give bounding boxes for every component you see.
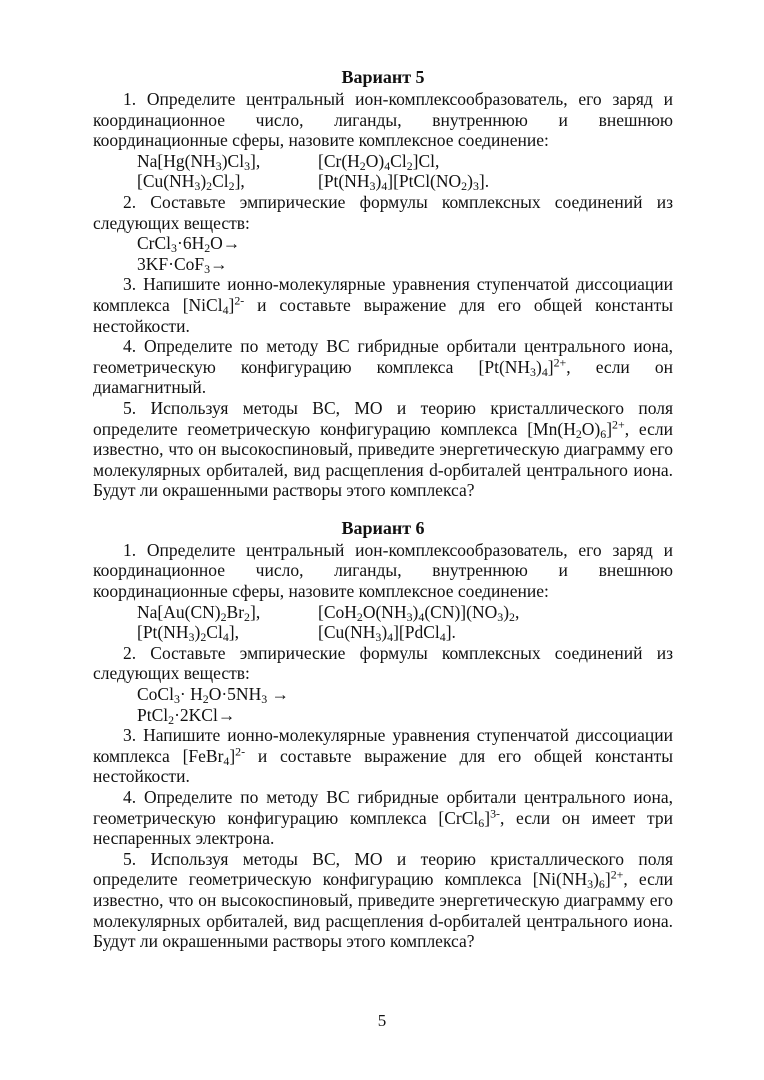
formula-row	[93, 171, 673, 192]
formula: PtCl$_2$·2KCl→	[137, 704, 236, 727]
question-5-text	[93, 398, 673, 501]
formula: CoCl$_3$· $H_2O\cdot 5NH_3$ →	[137, 684, 290, 706]
complex-formula: $[Ni(NH_3)_6]^{2+}$	[532, 867, 624, 892]
question-text: 3. Напишите ионно-молекулярные уравнения ступенчатой диссоциации комплекса	[93, 274, 673, 315]
formula: $[Pt(NH_3)_4][PtCl(NO_2)_3]$.	[318, 171, 490, 194]
question-3-text	[93, 274, 673, 336]
question-text: 4. Определите по методу ВС гибридные орбитали центрального иона, геометрическую конфигурацию комплекса	[93, 336, 673, 377]
question-text: , если известно, что он высокоспиновый, приведите энергетическую диаграмму его молекулярных орбиталей, вид расщепления d-орбиталей центрального иона. Будут ли окрашенными растворы этого комплекса?	[93, 418, 673, 501]
formula-row	[93, 602, 673, 623]
complex-formula: [CrCl$_6$]$^{3-}$	[438, 806, 500, 830]
variant-5	[93, 66, 673, 501]
formula: $[Cu(NH_3)_2Cl_2]$,	[137, 171, 245, 194]
question-1-text: 1. Определите центральный ион-комплексообразователь, его заряд и координационное число, лиганды, внутреннюю и внешнюю координационные сферы, назовите комплексное соединение:	[93, 539, 673, 602]
variant-heading: Вариант 6	[341, 517, 425, 538]
question-4-text	[93, 787, 673, 849]
page-number: 5	[377, 1011, 387, 1030]
complex-formula: [FeBr$_4$]$^{2-}$	[182, 744, 246, 768]
question-4-text	[93, 336, 673, 398]
question-text: 5. Используя методы ВС, МО и теорию кристаллического поля определите геометрическую конфигурацию комплекса	[93, 848, 673, 890]
page-content	[93, 66, 673, 952]
question-text: и составьте выражение для его общей константы нестойкости.	[93, 745, 673, 787]
complex-formula: $[Mn(H_2O)_6]^{2+}$	[527, 416, 625, 441]
formula: $[CoH_2O(NH_3)_4(CN)](NO_3)_2$,	[318, 601, 520, 624]
question-1-text: 1. Определите центральный ион-комплексообразователь, его заряд и координационное число, лиганды, внутреннюю и внешнюю координационные сферы, назовите комплексное соединение:	[93, 89, 673, 151]
complex-formula: $[Pt(NH_3)_4]^{2+}$	[478, 355, 567, 379]
formula: $CrCl_3\cdot 6H_2O\to$	[137, 233, 241, 256]
formula-row	[93, 622, 673, 643]
question-text: , если он имеет три неспаренных электрона.	[93, 807, 673, 849]
question-text: , если он диамагнитный.	[93, 356, 673, 398]
question-text: , если известно, что он высокоспиновый, приведите энергетическую диаграмму его молекулярных орбиталей, вид расщепления d-орбиталей центрального иона. Будут ли окрашенными растворы этого комплекса?	[93, 869, 673, 952]
question-text: 4. Определите по методу ВС гибридные орбитали центрального иона, геометрическую конфигурацию комплекса	[93, 787, 673, 828]
variant-heading: Вариант 5	[341, 67, 425, 87]
formula: $Na[Au(CN)_2Br_2]$,	[137, 601, 261, 624]
question-2-text: 2. Составьте эмпирические формулы комплексных соединений из следующих веществ:	[93, 191, 673, 233]
formula: $[Cu(NH_3)_4][PdCl_4]$.	[318, 622, 456, 645]
formula-row	[93, 151, 673, 172]
question-text: 3. Напишите ионно-молекулярные уравнения ступенчатой диссоциации комплекса	[93, 725, 673, 766]
formula: $Na[Hg(NH_3)Cl_3]$,	[137, 150, 261, 173]
question-5-text	[93, 849, 673, 952]
formula: $[Pt(NH_3)_2Cl_4]$,	[137, 622, 239, 645]
question-text: и составьте выражение для его общей константы нестойкости.	[93, 294, 673, 336]
formula: $[Cr(H_2O)_4Cl_2]Cl$,	[318, 150, 440, 173]
question-2-text: 2. Составьте эмпирические формулы комплексных соединений из следующих веществ:	[93, 642, 673, 684]
formula: 3KF·CoF$_3$→	[137, 253, 228, 276]
variant-6	[93, 517, 673, 952]
question-text: 5. Используя методы ВС, МО и теорию кристаллического поля определите геометрическую конфигурацию комплекса	[93, 397, 673, 439]
question-3-text	[93, 725, 673, 787]
complex-formula: [NiCl$_4$]$^{2-}$	[182, 293, 245, 317]
